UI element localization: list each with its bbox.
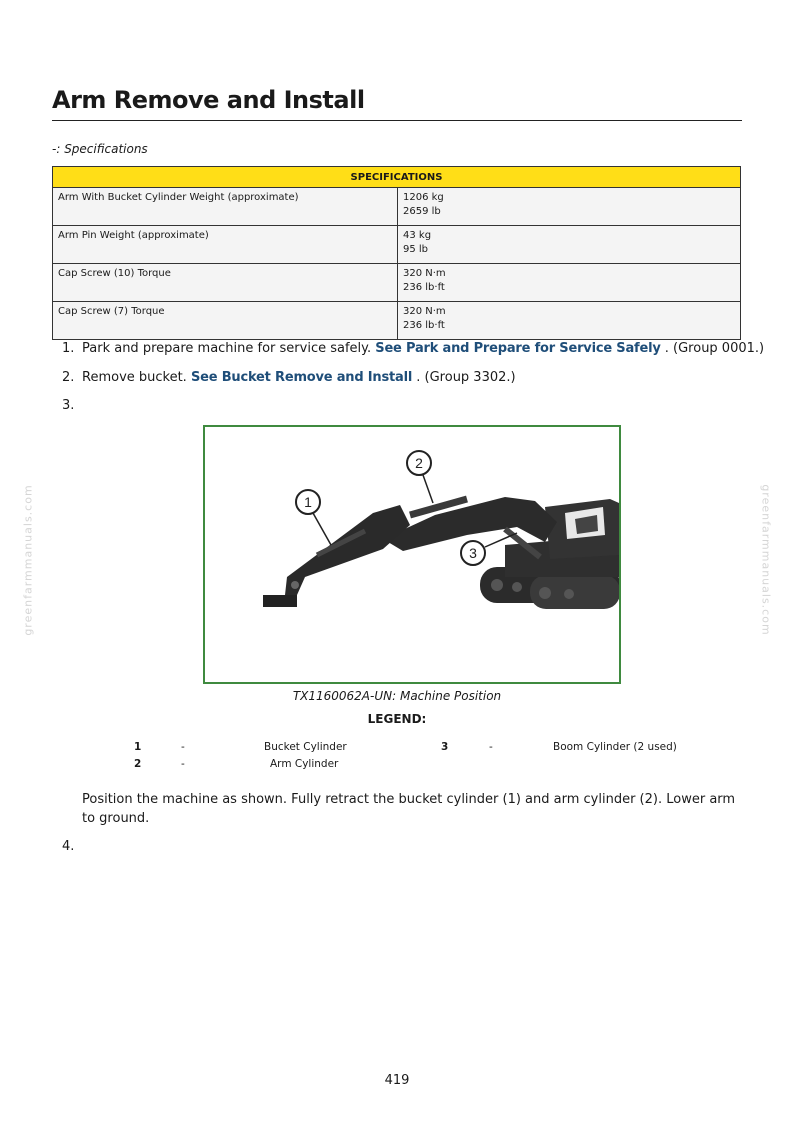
instruction-text: Position the machine as shown. Fully retract the bucket cylinder (1) and arm cylinder (2). Lower arm to ground. bbox=[82, 792, 736, 826]
legend-dash: - bbox=[489, 741, 493, 753]
spec-value: 320 N·m 236 lb·ft bbox=[398, 264, 741, 302]
step-2: 2. Remove bucket. See Bucket Remove and Install . (Group 3302.) bbox=[62, 370, 516, 385]
spec-label: Cap Screw (7) Torque bbox=[53, 302, 398, 340]
watermark-right: greenfarmmanuals.com bbox=[759, 484, 773, 636]
table-row bbox=[53, 188, 741, 226]
spec-label: Arm Pin Weight (approximate) bbox=[53, 226, 398, 264]
table-row bbox=[53, 264, 741, 302]
quick-coupler bbox=[263, 595, 297, 607]
spec-value: 43 kg 95 lb bbox=[398, 226, 741, 264]
legend-dash: - bbox=[181, 741, 185, 753]
step-4: 4. bbox=[62, 839, 75, 854]
page-number: 419 bbox=[384, 1073, 410, 1088]
page-title: Arm Remove and Install bbox=[52, 86, 742, 121]
section-subhead: -: Specifications bbox=[52, 142, 148, 156]
excavator-illustration bbox=[205, 427, 619, 682]
bucket-remove-link[interactable]: See Bucket Remove and Install bbox=[190, 370, 413, 385]
spec-value: 1206 kg 2659 lb bbox=[398, 188, 741, 226]
callout-1-label: 1 bbox=[304, 494, 312, 510]
legend-number: 3 bbox=[441, 741, 449, 753]
legend-label: Boom Cylinder (2 used) bbox=[553, 741, 677, 753]
legend-label: Arm Cylinder bbox=[270, 758, 339, 770]
legend-label: Bucket Cylinder bbox=[264, 741, 347, 753]
legend-number: 1 bbox=[134, 741, 142, 753]
arm bbox=[285, 505, 410, 595]
table-row bbox=[53, 302, 741, 340]
table-row bbox=[53, 226, 741, 264]
callout-2-label: 2 bbox=[415, 455, 423, 471]
machine-position-figure bbox=[203, 425, 621, 684]
legend-dash: - bbox=[181, 758, 185, 770]
spec-label: Cap Screw (10) Torque bbox=[53, 264, 398, 302]
legend-heading: LEGEND: bbox=[367, 712, 427, 726]
callout-3-label: 3 bbox=[469, 545, 477, 561]
park-prepare-link[interactable]: See Park and Prepare for Service Safely bbox=[375, 341, 661, 356]
watermark-left: greenfarmmanuals.com bbox=[21, 484, 35, 636]
spec-label: Arm With Bucket Cylinder Weight (approximate) bbox=[53, 188, 398, 226]
specifications-header: SPECIFICATIONS bbox=[53, 167, 741, 188]
step-1: 1. Park and prepare machine for service safely. See Park and Prepare for Service Safely . (Group 0001.) bbox=[62, 341, 765, 356]
spec-value: 320 N·m 236 lb·ft bbox=[398, 302, 741, 340]
step-3: 3. bbox=[62, 398, 75, 413]
figure-caption: TX1160062A-UN: Machine Position bbox=[292, 689, 502, 703]
legend-number: 2 bbox=[134, 758, 142, 770]
specifications-table bbox=[52, 166, 741, 340]
